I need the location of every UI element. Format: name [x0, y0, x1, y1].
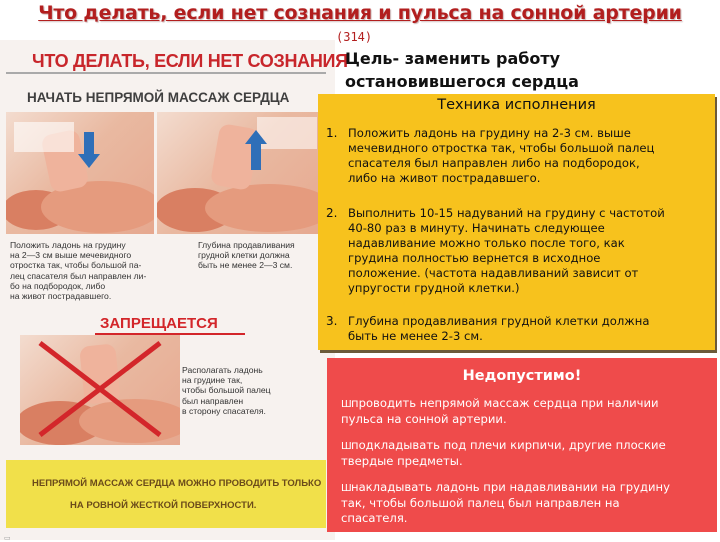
caption-line: лец спасателя был направлен ли-	[10, 270, 147, 281]
step-text	[348, 206, 665, 296]
step-line: грудина полностью вернется в исходное	[348, 251, 601, 265]
caption-line: отростка так, чтобы большой па-	[10, 260, 142, 271]
forbidden-line: твердые предметы.	[341, 454, 463, 468]
step-number: 3.	[326, 314, 338, 328]
forbidden-line: спасателя.	[341, 511, 408, 525]
cpr-compression-illustration	[157, 112, 327, 234]
poster-title: ЧТО ДЕЛАТЬ, ЕСЛИ НЕТ СОЗНАНИЯ	[32, 51, 348, 71]
step-line: положение. (частота надавливаний зависит от	[348, 266, 639, 280]
banner-line-2: НА РОВНОЙ ЖЕСТКОЙ ПОВЕРХНОСТИ.	[70, 500, 257, 511]
forbidden-item	[341, 438, 711, 469]
surface-warning-banner	[6, 460, 326, 528]
wrong-hand-placement-illustration	[20, 335, 180, 445]
caption-line: чтобы большой палец	[182, 385, 271, 396]
poster-divider	[6, 72, 326, 74]
poster-subtitle: НАЧАТЬ НЕПРЯМОЙ МАССАЖ СЕРДЦА	[27, 90, 290, 105]
bullet-icon: Ш	[341, 483, 352, 494]
caption-line: на живот пострадавшего.	[10, 291, 112, 302]
step-line: спасателя был направлен либо на подбородок,	[348, 156, 640, 170]
forbidden-label: ЗАПРЕЩАЕТСЯ	[100, 315, 218, 332]
forbidden-item	[341, 396, 711, 427]
step-line: Положить ладонь на грудину на 2-3 см. выше	[348, 126, 631, 140]
caption-line: Положить ладонь на грудину	[10, 240, 126, 250]
caption-line: на грудине так,	[182, 375, 243, 386]
goal-line-1: Цель- заменить работу	[345, 49, 561, 68]
cpr-hand-placement-illustration	[6, 112, 154, 234]
arrow-up-icon	[245, 130, 267, 170]
caption-line: быть не менее 2—3 см.	[198, 260, 293, 271]
caption-line: грудной клетки должна	[198, 250, 290, 261]
forbidden-line: так, чтобы большой палец был направлен на	[341, 496, 620, 510]
step-line: надавливание можно только после того, как	[348, 236, 625, 250]
caption-line: Глубина продавливания	[198, 240, 295, 250]
caption-hand-placement	[10, 240, 160, 301]
step-number: 1.	[326, 126, 338, 140]
banner-line-1: НЕПРЯМОЙ МАССАЖ СЕРДЦА МОЖНО ПРОВОДИТЬ ТОЛЬКО	[32, 478, 322, 489]
goal-heading	[345, 47, 579, 93]
technique-panel	[318, 94, 715, 350]
caption-line: бо на подбородок, либо	[10, 280, 106, 291]
forbidden-line: накладывать ладонь при надавливании на грудину	[351, 480, 670, 494]
caption-line: в сторону спасателя.	[182, 405, 266, 416]
bullet-icon: Ш	[341, 399, 352, 410]
bullet-icon: Ш	[341, 441, 352, 452]
forbidden-title: Недопустимо!	[462, 368, 582, 384]
arrow-down-icon	[78, 132, 100, 168]
forbidden-line: пульса на сонной артерии.	[341, 412, 507, 426]
forbidden-line: проводить непрямой массаж сердца при наличии	[351, 396, 659, 410]
step-line: 40-80 раз в минуту. Начинать следующее	[348, 221, 605, 235]
caption-line: был направлен	[182, 395, 244, 406]
step-line: мечевидного отростка так, чтобы большой палец	[348, 141, 655, 155]
step-line: упругости грудной клетки.)	[348, 281, 520, 295]
technique-title: Техника исполнения	[437, 97, 596, 113]
caption-line: Располагать ладонь	[182, 365, 263, 375]
step-line: Глубина продавливания грудной клетки должна	[348, 314, 650, 328]
caption-forbidden	[182, 365, 312, 416]
step-line: Выполнить 10-15 надуваний на грудину с частотой	[348, 206, 665, 220]
page-title: Что делать, если нет сознания и пульса на сонной артерии	[38, 2, 682, 24]
step-text	[348, 314, 649, 344]
forbidden-item	[341, 480, 711, 526]
step-line: быть не менее 2-3 см.	[348, 329, 483, 343]
page-number: (314)	[336, 30, 373, 44]
forbidden-line: подкладывать под плечи кирпичи, другие плоские	[351, 438, 666, 452]
step-number: 2.	[326, 206, 338, 220]
caption-line: на 2—3 см выше мечевидного	[10, 250, 132, 261]
forbidden-actions-panel	[327, 358, 717, 532]
corner-mark: ▭	[4, 534, 11, 542]
step-line: либо на живот пострадавшего.	[348, 171, 541, 185]
step-text	[348, 126, 654, 186]
goal-line-2: остановившегося сердца	[345, 72, 579, 91]
caption-depth	[198, 240, 328, 271]
